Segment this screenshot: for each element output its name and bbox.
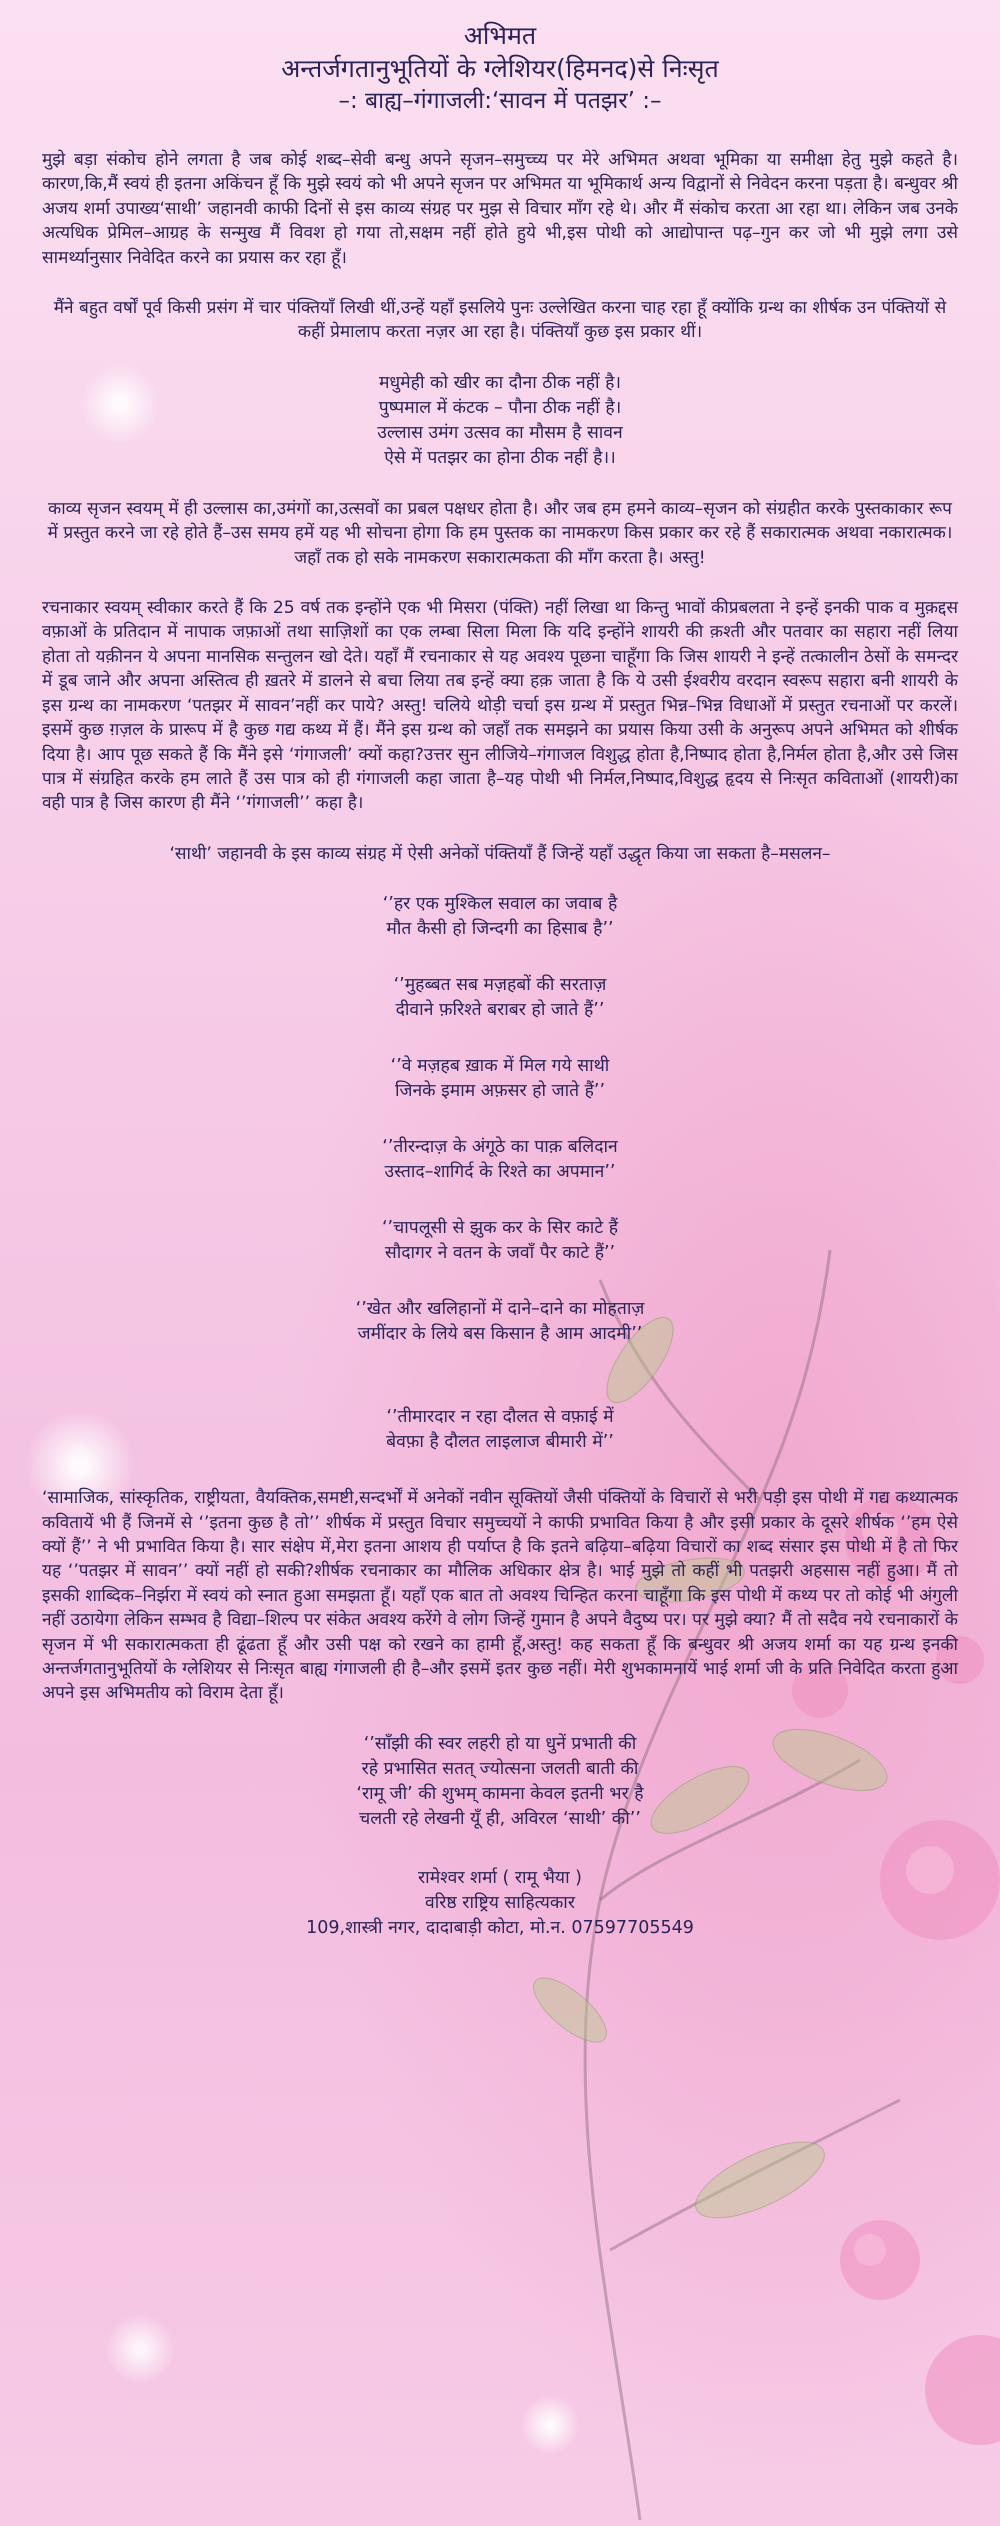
couplet-line: ‘’तीरन्दाज़ के अंगूठे का पाक़ बलिदान [382, 1137, 618, 1158]
page-subtitle: अन्तर्जगतानुभूतियों के ग्लेशियर(हिमनद)से निःसृत [281, 54, 719, 83]
verse-line: उल्लास उमंग उत्सव का मौसम है सावन [377, 422, 623, 443]
quoted-couplet [42, 1216, 958, 1266]
paragraph-naming: काव्य सृजन स्वयम् में ही उल्लास का,उमंगों का,उत्सवों का प्रबल पक्षधर होता है। और जब हम हमने काव्य–सृजन को संग्रहीत करके पुस्तकाकार रूप में प्रस्तुत करने जा रहे होते हैं–उस समय हमें यह भी सोचना होगा कि हम पुस्तक का नामकरण किस प्रकार कर रहे हैं सकारात्मक अथवा नकारात्मक। जहाँ तक हो सके नामकरण सकारात्मकता की माँग करता है। अस्तु! [47, 498, 953, 568]
page-title: अभिमत [463, 21, 537, 50]
verse-line: मधुमेही को खीर का दौना ठीक नहीं है। [378, 372, 622, 393]
couplet-line: दीवाने फ़रिश्ते बराबर हो जाते हैं’’ [395, 1000, 605, 1021]
couplet-line: ‘’हर एक मुश्किल सवाल का जवाब है [382, 894, 618, 915]
couplet-line: उस्ताद–शागिर्द के रिश्ते का अपमान’’ [384, 1162, 616, 1183]
leaf [686, 2127, 835, 2233]
couplet-line: जिनके इमाम अफ़सर हो जाते हैं’’ [394, 1081, 606, 1102]
author-name: रामेश्वर शर्मा ( रामू भैया ) [418, 1867, 582, 1888]
quoted-couplet [42, 973, 958, 1023]
paragraph-verse-context: मैंने बहुत वर्षों पूर्व किसी प्रसंग में चार पंक्तियाँ लिखी थीं,उन्हें यहाँ इसलिये पुनः उल्लेखित करना चाह रहा हूँ क्योंकि ग्रन्थ का शीर्षक उन पंक्तियों से कहीं प्रेमालाप करता नज़र आ रहा है। पंक्तियाँ कुछ इस प्रकार थीं। [53, 298, 947, 343]
couplet-line: ‘’वे मज़हब ख़ाक में मिल गये साथी [390, 1056, 610, 1077]
couplet-line: मौत कैसी हो जिन्दगी का हिसाब है’’ [386, 919, 614, 940]
book-title: –: बाह्य–गंगाजली:‘सावन में पतझर’ :– [338, 88, 662, 114]
paragraph-intro: मुझे बड़ा संकोच होने लगता है जब कोई शब्द–सेवी बन्धु अपने सृजन–समुच्च्य पर मेरे अभिमत अथवा भूमिका या समीक्षा हेतु मुझे कहते है। कारण,कि,मैं स्वयं ही इतना अकिंचन हूँ कि मुझे स्वयं को भी अपने सृजन पर अभिमत या भूमिकार्थ अन्य विद्वानों से निवेदन करना पड़ता है। बन्धुवर श्री अजय शर्मा उपाख्य‘साथी’ जहानवी काफी दिनों से इस काव्य संग्रह पर मुझ से विचार माँग रहे थे। और मैं संकोच करता आ रहा था। लेकिन जब उनके अत्यधिक प्रेमिल–आग्रह के सन्मुख मैं विवश हो गया तो,सक्षम नहीं होते हुये भी,इस पोथी को आद्योपान्त पढ़–गुन कर जो भी मुझे लगा उसे सामर्थ्यानुसार निवेदित करने का प्रयास कर रहा हूँ। [42, 150, 958, 268]
author-designation: वरिष्ठ राष्ट्रिय साहित्यकार [425, 1892, 575, 1913]
quoted-couplet [42, 1405, 958, 1455]
verse-line: चलती रहे लेखनी यूँ ही, अविरल ‘साथी’ की’’ [359, 1808, 641, 1829]
verse-line: ‘रामू जी’ की शुभम् कामना केवल इतनी भर है [356, 1783, 644, 1804]
quoted-couplet [42, 1054, 958, 1104]
verse-line: पुष्पमाल में कंटक – पौना ठीक नहीं है। [378, 397, 622, 418]
leaf [524, 1967, 616, 2052]
author-address: 109,शास्त्री नगर, दादाबाड़ी कोटा, मो.न. 07597705549 [306, 1917, 694, 1938]
paragraph-conclusion: ‘सामाजिक, सांस्कृतिक, राष्ट्रीयता, वैयक्तिक,समष्टी,सन्दर्भों में अनेकों नवीन सूक्तियों जैसी पंक्तियों के विचारों से भरी पड़ी इस पोथी में गद्य कथ्यात्मक कवितायें भी हैं जिनमें से ‘’इतना कुछ है तो’’ शीर्षक में प्रस्तुत विचार समुच्चयों ने काफी प्रभावित किया है और इसी प्रकार के दूसरे शीर्षक ‘’हम ऐसे क्यों हैं’’ ने भी प्रभावित किया है। सार संक्षेप में,मेरा इतना आशय ही पर्याप्त है कि इतने बढ़िया–बढ़िया विचारों का शब्द संसार इस पोथी में है तो फिर यह ‘’पतझर में सावन’’ क्यों नहीं हो सकी?शीर्षक रचनाकार का मौलिक अधिकार क्षेत्र है। भाई मुझे तो कहीं भी पतझरी अहसास नहीं हुआ। मैं तो इसकी शाब्दिक–निर्झरा में स्वयं को स्नात हुआ समझता हूँ। यहाँ एक बात तो अवश्य चिन्हित करना चाहूँगा कि इस पोथी में कथ्य पर तो कोई भी अंगुली नहीं उठायेगा लेकिन सम्भव है विद्या–शिल्प पर संकेत अवश्य करेंगे वे लोग जिन्हें गुमान है अपने वैदुष्य पर। पर मुझे क्या? मैं तो सदैव नये रचनाकारों के सृजन में भी सकारात्मकता ही ढूंढता हूँ और उसी पक्ष को रखने का हामी हूँ,अस्तु! कह सकता हूँ कि बन्धुवर श्री अजय शर्मा का यह ग्रन्थ इनकी अन्तर्जगतानुभूतियों के ग्लेशियर से निःसृत बाह्य गंगाजली ही है–और इसमें इतर कुछ नहीं। मेरी शुभकामनायें भाई शर्मा जी के प्रति निवेदित करता हुआ अपने इस अभिमतीय को विराम देता हूँ। [42, 1488, 959, 1704]
document-heading [42, 20, 958, 118]
paragraph-poet-background: रचनाकार स्वयम् स्वीकार करते हैं कि 25 वर्ष तक इन्होंने एक भी मिसरा (पंक्ति) नहीं लिखा था किन्तु भावों कीप्रबलता ने इन्हें इनकी पाक व मुक़द्दस वफ़ाओं के प्रतिदान में नापाक जफ़ाओं तथा साज़िशों का एक लम्बा सिला मिला कि यदि इन्होंने शायरी की क़श्ती और पतवार का सहारा नहीं लिया होता तो यक़ीनन ये अपना मानसिक सन्तुलन खो देते। यहाँ मैं रचनाकार से यह अवश्य पूछना चाहूँगा कि जिस शायरी ने इन्हें तत्कालीन ठेसों के समन्दर में डूब जाने और अपना अस्तित्व ही ख़तरे में डालने से बचा लिया तब इन्हें क्या हक़ जाता है कि ये उसी ईश्वरीय वरदान स्वरूप सहारा बनी शायरी के इस ग्रन्थ का नामकरण ‘पतझर में सावन’नहीं कर पाये? अस्तु! चलिये थोड़ी चर्चा इस ग्रन्थ में प्रस्तुत भिन्न–भिन्न विधाओं में प्रस्तुत रचनाओं पर करलें। इसमें कुछ ग़ज़ल के प्रारूप में है कुछ गद्य कथ्य में हैं। मैंने इस ग्रन्थ को जहाँ तक समझने का प्रयास किया उसी के अनुरूप अपने अभिमत को शीर्षक दिया है। आप पूछ सकते हैं कि मैंने इसे ‘गंगाजली’ क्यों कहा?उत्तर सुन लीजिये–गंगाजल विशुद्ध होता है,निष्पाद होता है,निर्मल होता है,और उसे जिस पात्र में संग्रहित करके हम लाते हैं उस पात्र को ही गंगाजली कहा जाता है–यह पोथी भी निर्मल,निष्पाद,विशुद्ध हृदय से निःसृत कविताओं (शायरी)का वही पात्र है जिस कारण ही मैंने ‘’गंगाजली’’ कहा है। [42, 598, 958, 814]
blossom [925, 2335, 1000, 2445]
couplet-line: जमींदार के लिये बस किसान है आम आदमी’’ [357, 1324, 643, 1345]
verse-line: ‘’साँझी की स्वर लहरी हो या धुनें प्रभाती की [363, 1733, 637, 1754]
verse-quatrain [42, 371, 958, 471]
signature-block [42, 1866, 958, 1941]
couplet-line: सौदागर ने वतन के जवाँ पैर काटे हैं’’ [384, 1243, 616, 1264]
couplet-line: ‘’चापलूसी से झुक कर के सिर काटे हैं [381, 1218, 619, 1239]
verse-line: रहे प्रभासित सतत् ज्योत्सना जलती बाती की [361, 1758, 639, 1779]
quoted-couplet [42, 1297, 958, 1347]
couplet-line: बेवफ़ा है दौलत लाइलाज बीमारी में’’ [386, 1432, 614, 1453]
verse-blessing [42, 1732, 958, 1832]
petal-highlight [854, 2234, 886, 2266]
verse-line: ऐसे में पतझर का होना ठीक नहीं है।। [384, 447, 616, 468]
paragraph-quotes-intro: ‘साथी’ जहानवी के इस काव्य संग्रह में ऐसी अनेकों पंक्तियाँ हैं जिन्हें यहाँ उद्धृत किया जा सकता है–मसलन– [169, 843, 831, 864]
couplet-line: ‘’खेत और खलिहानों में दाने–दाने का मोहताज़ [355, 1299, 645, 1320]
couplet-line: ‘’तीमारदार न रहा दौलत से वफ़ाई में [386, 1407, 614, 1428]
document-page [42, 20, 958, 1941]
quoted-couplet [42, 892, 958, 942]
couplet-line: ‘’मुहब्बत सब मज़हबों की सरताज़ [393, 975, 607, 996]
quoted-couplet [42, 1135, 958, 1185]
